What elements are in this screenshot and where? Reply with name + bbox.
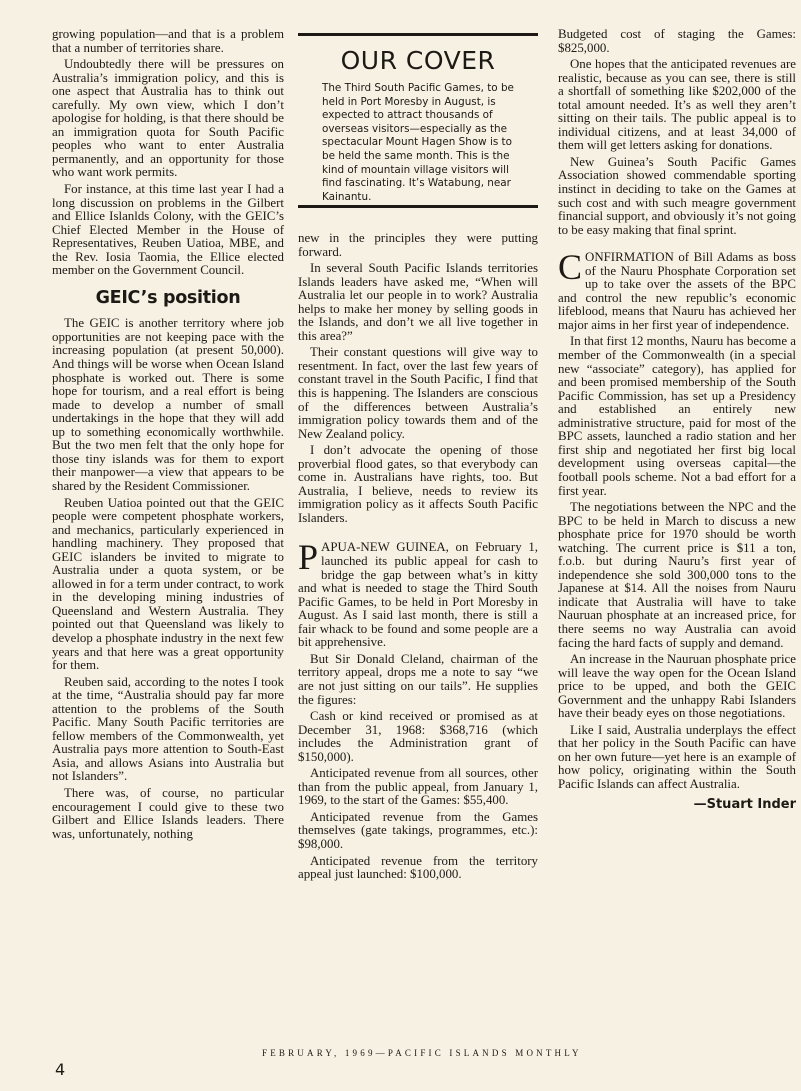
paragraph-dropcap xyxy=(558,247,796,332)
paragraph: I don’t advocate the opening of those proverbial flood gates, so that everybody can come in. Australians have rights, too. But Australia, I believe, needs to review its immigration policy as it affects South Pacific Islanders. xyxy=(298,443,538,525)
paragraph: Budgeted cost of staging the Games: $825,000. xyxy=(558,27,796,55)
paragraph: An increase in the Nauruan phosphate price will leave the way open for the Ocean Island price to be upped, and both the GEIC Government and the unhappy Rabi Islanders have their beady eyes on those negotiations. xyxy=(558,652,796,721)
paragraph: Reuben said, according to the notes I took at the time, “Australia should pay far more attention to the problems of the South Pacific. Many South Pacific territories are fellow members of the Commonwealth, yet Australia pays more attention to South-East Asia, and allows Asians into Australia but not Islanders”. xyxy=(52,674,284,784)
cover-caption: The Third South Pacific Games, to be held in Port Moresby in August, is expected to attract thousands of overseas visitors—especially as the spectacular Mount Hagen Show is to be held the same month. This is the kind of mountain village visitors will find fascinating. It’s Watabung, near Kainantu. xyxy=(322,82,514,203)
paragraph: Anticipated revenue from the Games themselves (gate takings, programmes, etc.): $98,000. xyxy=(298,809,538,851)
drop-cap: C xyxy=(558,247,583,288)
paragraph-dropcap xyxy=(298,537,538,650)
paragraph: One hopes that the anticipated revenues are realistic, because as you can see, there is still a shortfall of something like $202,000 of the total amount needed. It’s as well they aren’t sitting on their tails. The public appeal is to individual citizens, and at least 34,000 of them will get letters asking for donations. xyxy=(558,57,796,153)
paragraph: Anticipated revenue from the territory appeal just launched: $100,000. xyxy=(298,853,538,882)
paragraph: There was, of course, no particular encouragement I could give to these two Gilbert and Ellice Islands leaders. There was, unfortunately, nothing xyxy=(52,785,284,841)
page-footer: FEBRUARY, 1969—PACIFIC ISLANDS MONTHLY xyxy=(262,1048,582,1058)
paragraph: Cash or kind received or promised as at December 31, 1968: $368,716 (which includes the Administration grant of $150,000). xyxy=(298,709,538,764)
paragraph-text: APUA-NEW GUINEA, on February 1, launched its public appeal for cash to bridge the gap between what’s in kitty and what is needed to stage the Third South Pacific Games, to be held in Port Moresby in August. As I said last month, there is still a fair whack to be found and some people are a bit apprehensive. xyxy=(298,540,538,650)
our-cover-box xyxy=(298,33,538,208)
paragraph: The negotiations between the NPC and the BPC to be held in March to discuss a new phosphate price for 1970 should be worth watching. The current price is $11 a ton, f.o.b. but during Nauru’s first year of independence she sold 300,000 tons to the Japanese at $14. All the noises from Nauru indicate that Australia will have to take Nauruan phosphate at an increased price, for there seems no way Australia can avoid facing the hard facts of supply and demand. xyxy=(558,500,796,650)
page-number: 4 xyxy=(55,1060,66,1079)
author-signature: —Stuart Inder xyxy=(693,796,796,812)
column-left xyxy=(52,28,284,844)
paragraph: The GEIC is another territory where job opportunities are not keeping pace with the increasing population (at present 50,000). And things will be worse when Ocean Island phosphate is worked out. There is some hope for tourism, and a real effort is being made to develop a number of small undertakings in the hope that they will add up to something economically worthwhile. But the two men felt that the only hope for those tiny islands was for them to export their manpower—a view that appears to be shared by the Resident Commissioner. xyxy=(52,316,284,493)
paragraph: Anticipated revenue from all sources, other than from the public appeal, from January 1, 1969, to the start of the Games: $55,400. xyxy=(298,766,538,808)
paragraph: growing population—and that is a problem that a number of territories share. xyxy=(52,27,284,55)
column-right xyxy=(558,28,796,811)
paragraph-text: ONFIRMATION of Bill Adams as boss of the Nauru Phosphate Corporation set up to take over the assets of the BPC and control the new republic’s economic lifeblood, means that Nauru has achieved her major aims in her first year of independence. xyxy=(558,250,796,332)
section-heading: GEIC’s position xyxy=(95,287,241,308)
paragraph: For instance, at this time last year I had a long discussion on problems in the Gilbert and Ellice Islanlds Colony, with the GEIC’s Chief Elected Member in the House of Representatives, Reuben Uatioa, MBE, and the Rev. Iosia Taomia, the Ellice elected member on the Government Council. xyxy=(52,182,284,278)
paragraph: In several South Pacific Islands territories Islands leaders have asked me, “When will Australia let our people in to work? Australia helps to make her money by selling goods in the Islands, and don’t we all live together in this area?” xyxy=(298,261,538,343)
paragraph: In that first 12 months, Nauru has become a member of the Commonwealth (in a special new “associate” category), has applied for and been promised membership of the South Pacific Commission, has set up a Presidency and established an entirely new administrative structure, paid for most of the BPC assets, launched a radio station and her first ship and negotiated her first big local development using overseas capital—the football pools scheme. Not a bad effort for a first year. xyxy=(558,334,796,498)
paragraph: new in the principles they were putting forward. xyxy=(298,231,538,259)
paragraph: Undoubtedly there will be pressures on Australia’s immigration policy, and this is one aspect that Australia has to think out carefully. My own view, which I don’t apologise for holding, is that there should be an immigration quota for South Pacific peoples who want to enter Australia permanently, and an opportunity for those who want work permits. xyxy=(52,57,284,180)
paragraph: New Guinea’s South Pacific Games Association showed commendable sporting instinct in deciding to take on the Games at such cost and with such meagre government financial support, and obviously it’s not going to be easy making that final sprint. xyxy=(558,154,796,237)
paragraph: Reuben Uatioa pointed out that the GEIC people were competent phosphate workers, and mechanics, particularly experienced in handling machinery. They proposed that GEIC islanders be invited to migrate to Australia under a quota system, or be allowed in for a term under contract, to work in the developing mining industries of Queensland and Western Australia. They pointed out that Queensland was likely to develop a phosphate industry in the next few years and that here was a great opportunity for them. xyxy=(52,495,284,673)
paragraph: Their constant questions will give way to resentment. In fact, over the last few years of constant travel in the South Pacific, I find that this is happening. The Islanders are conscious of the differences between Australia’s immigration policy towards them and of the New Zealand policy. xyxy=(298,345,538,441)
paragraph: Like I said, Australia underplays the effect that her policy in the South Pacific can have on her own future—yet here is an example of how policy, originating within the South Pacific Islands can affect Australia. xyxy=(558,722,796,791)
cover-heading: OUR COVER xyxy=(340,46,496,75)
column-middle xyxy=(298,232,538,885)
drop-cap: P xyxy=(298,537,319,578)
paragraph: But Sir Donald Cleland, chairman of the territory appeal, drops me a note to say “we are not just sitting on our tails”. He supplies the figures: xyxy=(298,651,538,707)
